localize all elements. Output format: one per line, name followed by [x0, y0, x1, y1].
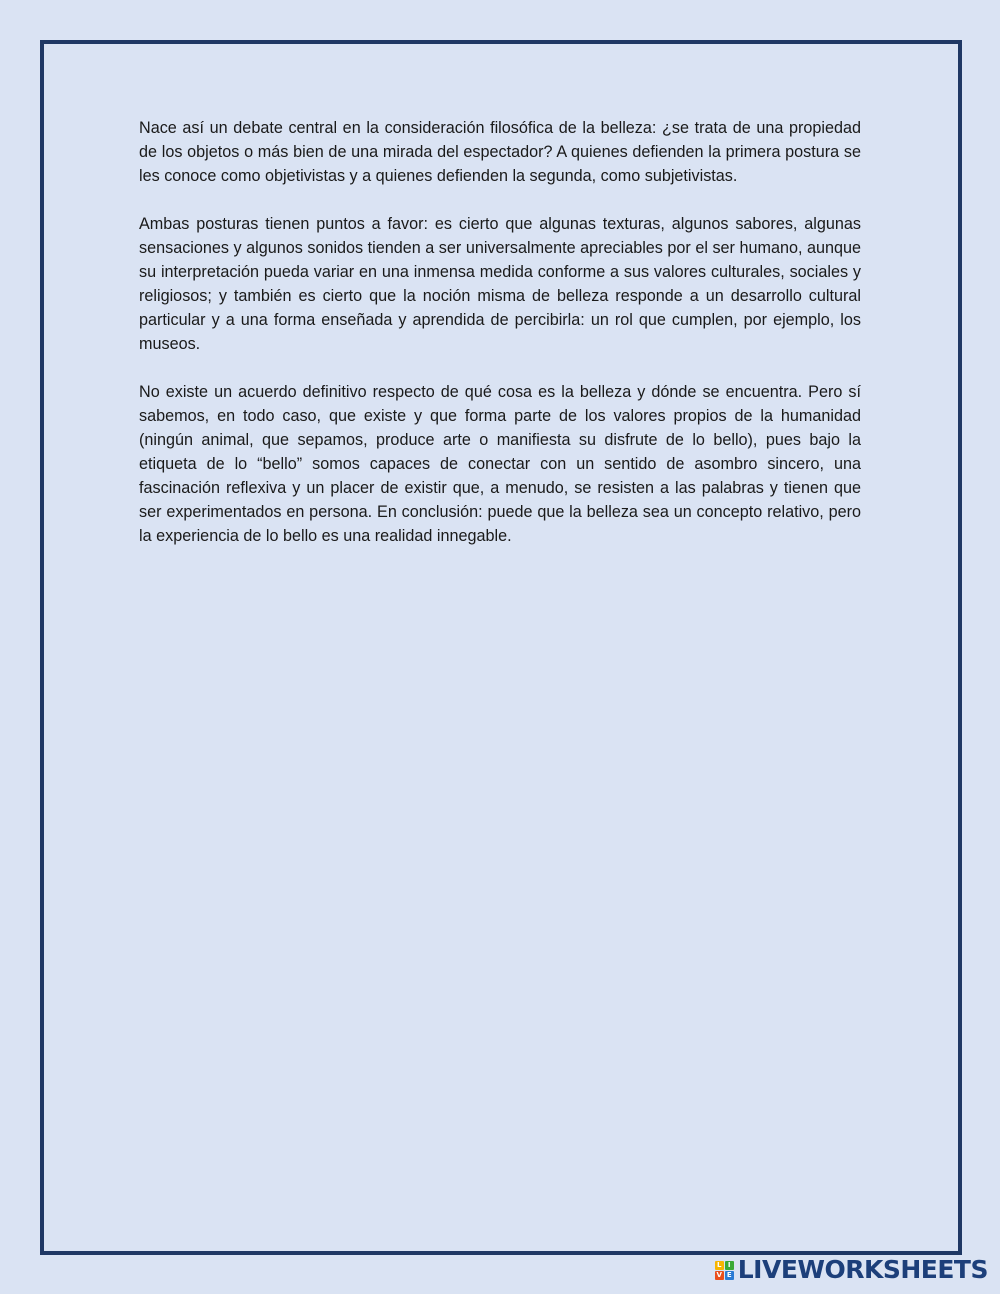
logo-letter-i: I [725, 1261, 734, 1270]
document-body [139, 116, 861, 572]
liveworksheets-brand [715, 1256, 988, 1284]
paragraph-1: Nace así un debate central en la consideración filosófica de la belleza: ¿se trata de una propiedad de los objetos o más bien de una mirada del espectador? A quienes defienden la primera postura se les conoce como objetivistas y a quienes defienden la segunda, como subjetivistas. [139, 119, 861, 185]
logo-letter-v: V [716, 1270, 722, 1279]
liveworksheets-logo-icon [715, 1261, 734, 1280]
brand-name: LIVEWORKSHEETS [737, 1255, 988, 1284]
logo-letter-l: L [715, 1261, 724, 1270]
paragraph-3: No existe un acuerdo definitivo respecto de qué cosa es la belleza y dónde se encuentra. Pero sí sabemos, en todo caso, que existe y que forma parte de los valores propios de la humanidad (ningún animal, que sepamos, produce arte o manifiesta su disfrute de lo bello), pues bajo la etiqueta de lo “bello” somos capaces de conectar con un sentido de asombro sincero, una fascinación reflexiva y un placer de existir que, a menudo, se resisten a las palabras y tienen que ser experimentados en persona. En conclusión: puede que la belleza sea un concepto relativo, pero la experiencia de lo bello es una realidad innegable. [139, 383, 861, 545]
paragraph-2: Ambas posturas tienen puntos a favor: es cierto que algunas texturas, algunos sabores, algunas sensaciones y algunos sonidos tienden a ser universalmente apreciables por el ser humano, aunque su interpretación pueda variar en una inmensa medida conforme a sus valores culturales, sociales y religiosos; y también es cierto que la noción misma de belleza responde a un desarrollo cultural particular y a una forma enseñada y aprendida de percibirla: un rol que cumplen, por ejemplo, los museos. [139, 215, 861, 353]
logo-letter-e: E [725, 1271, 734, 1280]
